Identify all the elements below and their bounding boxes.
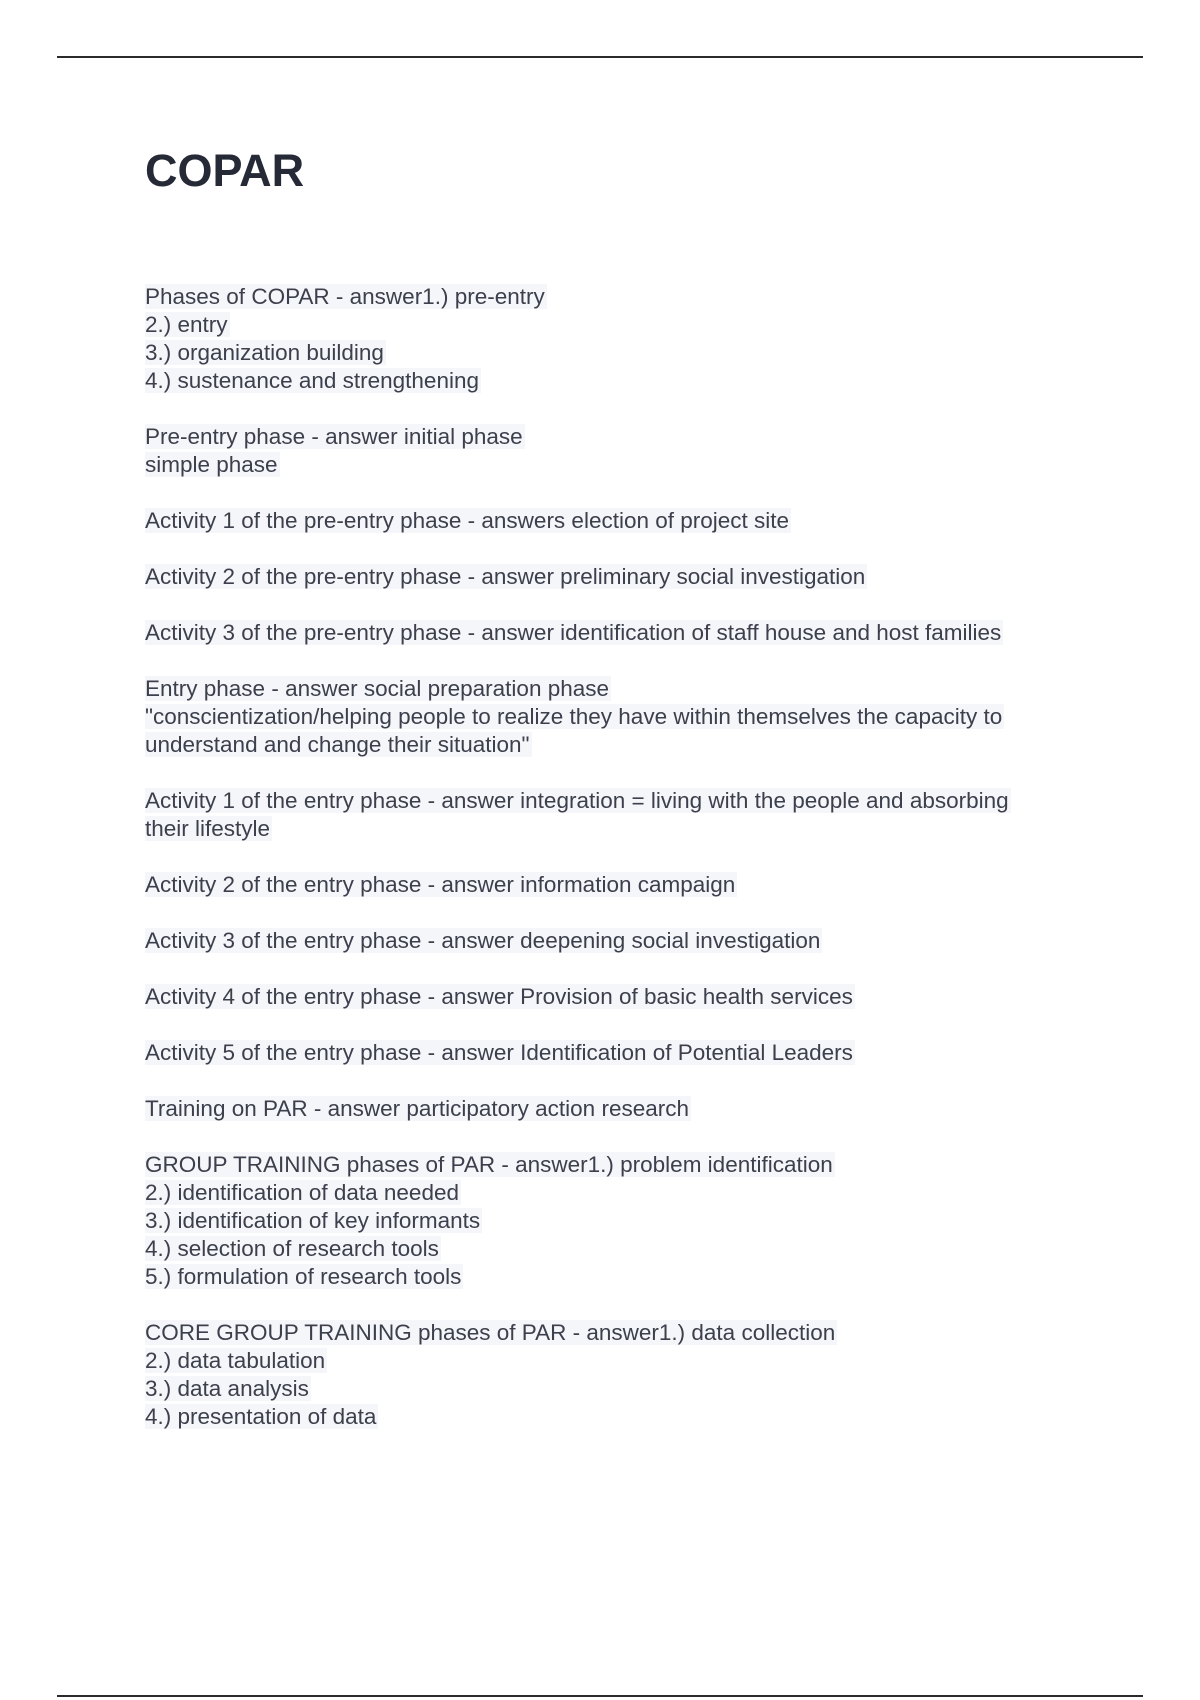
qa-line-text: 4.) selection of research tools bbox=[145, 1236, 439, 1261]
qa-line-text: GROUP TRAINING phases of PAR - answer1.) problem identification bbox=[145, 1152, 833, 1177]
qa-answer-line bbox=[145, 1179, 1145, 1207]
qa-list bbox=[145, 283, 1145, 1459]
qa-entry bbox=[145, 1095, 1145, 1123]
qa-question-line bbox=[145, 1151, 1145, 1179]
qa-line-text: 3.) identification of key informants bbox=[145, 1208, 481, 1233]
qa-question-line bbox=[145, 507, 1145, 535]
document-title: COPAR bbox=[145, 145, 305, 196]
qa-entry bbox=[145, 563, 1145, 591]
qa-line-text: 2.) data tabulation bbox=[145, 1348, 326, 1373]
qa-answer-line bbox=[145, 367, 1145, 395]
qa-line-text: Entry phase - answer social preparation phase bbox=[145, 676, 610, 701]
qa-line-text: 2.) entry bbox=[145, 312, 228, 337]
qa-line-text: Phases of COPAR - answer1.) pre-entry bbox=[145, 284, 545, 309]
qa-entry bbox=[145, 1151, 1145, 1291]
qa-line-text: 4.) sustenance and strengthening bbox=[145, 368, 479, 393]
bottom-rule bbox=[57, 1695, 1143, 1697]
qa-entry bbox=[145, 871, 1145, 899]
qa-line-text: 4.) presentation of data bbox=[145, 1404, 377, 1429]
qa-answer-line bbox=[145, 1263, 1145, 1291]
qa-question-line bbox=[145, 675, 1145, 703]
qa-line-text: 5.) formulation of research tools bbox=[145, 1264, 462, 1289]
qa-question-line bbox=[145, 1095, 1145, 1123]
qa-answer-line bbox=[145, 311, 1145, 339]
qa-line-text: 3.) data analysis bbox=[145, 1376, 309, 1401]
qa-entry bbox=[145, 983, 1145, 1011]
qa-answer-line bbox=[145, 1347, 1145, 1375]
qa-question-line bbox=[145, 787, 1145, 815]
qa-question-line bbox=[145, 619, 1145, 647]
qa-answer-line bbox=[145, 1375, 1145, 1403]
qa-line-text: simple phase bbox=[145, 452, 278, 477]
qa-line-text: Activity 2 of the entry phase - answer information campaign bbox=[145, 872, 736, 897]
qa-entry bbox=[145, 507, 1145, 535]
qa-line-text: "conscientization/helping people to realize they have within themselves the capacity to bbox=[145, 704, 1003, 729]
qa-line-text: CORE GROUP TRAINING phases of PAR - answer1.) data collection bbox=[145, 1320, 836, 1345]
qa-answer-line bbox=[145, 703, 1145, 731]
qa-entry bbox=[145, 283, 1145, 395]
qa-question-line bbox=[145, 1319, 1145, 1347]
qa-question-line bbox=[145, 983, 1145, 1011]
qa-entry bbox=[145, 423, 1145, 479]
qa-line-text: understand and change their situation" bbox=[145, 732, 530, 757]
qa-question-line bbox=[145, 563, 1145, 591]
qa-question-line bbox=[145, 423, 1145, 451]
qa-answer-line bbox=[145, 1235, 1145, 1263]
qa-line-text: 3.) organization building bbox=[145, 340, 384, 365]
qa-answer-line bbox=[145, 1207, 1145, 1235]
qa-entry bbox=[145, 619, 1145, 647]
qa-line-text: Activity 2 of the pre-entry phase - answer preliminary social investigation bbox=[145, 564, 866, 589]
qa-answer-line bbox=[145, 731, 1145, 759]
qa-line-text: Activity 1 of the pre-entry phase - answers election of project site bbox=[145, 508, 790, 533]
qa-answer-line bbox=[145, 339, 1145, 367]
qa-line-text: Pre-entry phase - answer initial phase bbox=[145, 424, 523, 449]
qa-line-text: 2.) identification of data needed bbox=[145, 1180, 459, 1205]
qa-entry bbox=[145, 675, 1145, 759]
qa-entry bbox=[145, 787, 1145, 843]
qa-line-text: Training on PAR - answer participatory action research bbox=[145, 1096, 689, 1121]
qa-answer-line bbox=[145, 451, 1145, 479]
qa-question-line bbox=[145, 927, 1145, 955]
qa-line-text: Activity 3 of the pre-entry phase - answer identification of staff house and host families bbox=[145, 620, 1002, 645]
qa-line-text: Activity 1 of the entry phase - answer integration = living with the people and absorbing bbox=[145, 788, 1009, 813]
qa-entry bbox=[145, 927, 1145, 955]
qa-question-line bbox=[145, 283, 1145, 311]
qa-line-text: Activity 3 of the entry phase - answer deepening social investigation bbox=[145, 928, 821, 953]
qa-answer-line bbox=[145, 1403, 1145, 1431]
qa-line-text: Activity 4 of the entry phase - answer Provision of basic health services bbox=[145, 984, 853, 1009]
qa-line-text: Activity 5 of the entry phase - answer Identification of Potential Leaders bbox=[145, 1040, 853, 1065]
qa-line-text: their lifestyle bbox=[145, 816, 271, 841]
qa-entry bbox=[145, 1039, 1145, 1067]
top-rule bbox=[57, 56, 1143, 58]
qa-question-line bbox=[145, 871, 1145, 899]
qa-answer-line bbox=[145, 815, 1145, 843]
qa-question-line bbox=[145, 1039, 1145, 1067]
qa-entry bbox=[145, 1319, 1145, 1431]
